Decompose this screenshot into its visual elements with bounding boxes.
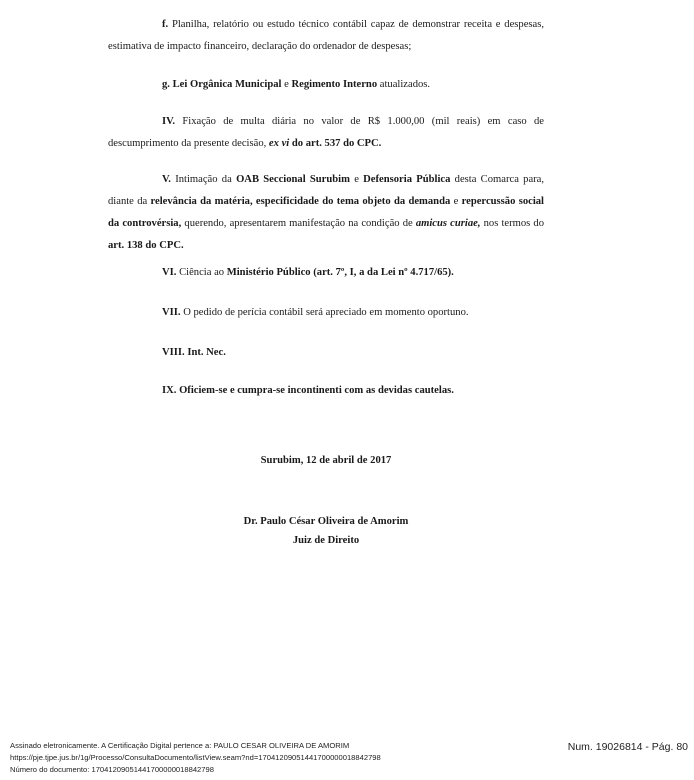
item-g-tail: atualizados. — [377, 79, 431, 90]
item-v-t1: Intimação da — [175, 174, 237, 185]
document-url[interactable]: https://pje.tjpe.jus.br/1g/Processo/ConsultaDocumento/listView.seam?nd=17041209051441700000018842798 — [10, 753, 381, 762]
item-iv — [108, 111, 544, 155]
item-vii-text: O pedido de perícia contábil será apreciado em momento oportuno. — [180, 307, 469, 318]
item-g-mid: e — [281, 79, 292, 90]
item-iv-label: IV. — [162, 116, 176, 127]
item-g-label: g. — [162, 79, 170, 90]
item-v — [108, 169, 544, 257]
item-g — [162, 74, 562, 96]
item-iv-bold-tail: do art. 537 do CPC. — [289, 138, 382, 149]
item-vi — [162, 262, 562, 284]
item-v-t6: nos termos do — [480, 218, 545, 229]
item-vi-t1: Ciência ao — [176, 267, 227, 278]
item-iv-text: Fixação de multa diária no valor de R$ 1.000,00 (mil reais) em caso de descumprimento da presente decisão, — [108, 116, 545, 149]
item-v-t3: desta Comarca para, diante da — [108, 174, 545, 207]
item-v-b4: repercussão social da controvérsia, — [108, 196, 545, 229]
item-v-b3: relevância da matéria, especificidade do tema objeto da demanda — [150, 196, 451, 207]
item-viii — [162, 342, 562, 364]
item-v-b6: art. 138 do CPC. — [108, 240, 184, 251]
date-line: Surubim, 12 de abril de 2017 — [260, 455, 392, 466]
item-vii — [162, 302, 562, 324]
item-ix-text: Oficiem-se e cumpra-se incontinenti com as devidas cautelas. — [176, 385, 454, 396]
item-ix-label: IX. — [162, 385, 177, 396]
item-vii-label: VII. — [162, 307, 181, 318]
item-f-text: Planilha, relatório ou estudo técnico contábil capaz de demonstrar receita e despesas, estimativa de impacto financeiro, declaração do ordenador de despesas; — [108, 19, 544, 52]
item-vi-label: VI. — [162, 267, 177, 278]
item-viii-text: Int. Nec. — [184, 347, 226, 358]
item-v-label: V. — [162, 174, 171, 185]
item-g-bold-1: Lei Orgânica Municipal — [172, 79, 282, 90]
page-reference: Num. 19026814 - Pág. 80 — [567, 741, 688, 753]
item-v-b2: Defensoria Pública — [363, 174, 451, 185]
item-v-bi5: amicus curiae, — [415, 218, 481, 229]
item-viii-label: VIII. — [162, 347, 185, 358]
item-v-t5: querendo, apresentarem manifestação na condição de — [181, 218, 416, 229]
document-number: Número do documento: 17041209051441700000018842798 — [10, 765, 214, 774]
item-v-b1: OAB Seccional Surubim — [236, 174, 350, 185]
item-iv-italic: ex vi — [268, 138, 290, 149]
item-v-t2: e — [349, 174, 364, 185]
item-v-t4: e — [450, 196, 462, 207]
item-g-bold-2: Regimento Interno — [291, 79, 378, 90]
signed-line: Assinado eletronicamente. A Certificação Digital pertence a: PAULO CESAR OLIVEIRA DE AMORIM — [10, 741, 350, 750]
item-vi-b1: Ministério Público (art. 7º, I, a da Lei nº 4.717/65). — [226, 267, 454, 278]
signature-title: Juiz de Direito — [292, 535, 360, 546]
item-f-label: f. — [162, 19, 169, 30]
signature-footer — [10, 740, 490, 776]
item-f — [108, 14, 544, 58]
signature-name: Dr. Paulo César Oliveira de Amorim — [243, 516, 409, 527]
item-ix — [162, 380, 562, 402]
